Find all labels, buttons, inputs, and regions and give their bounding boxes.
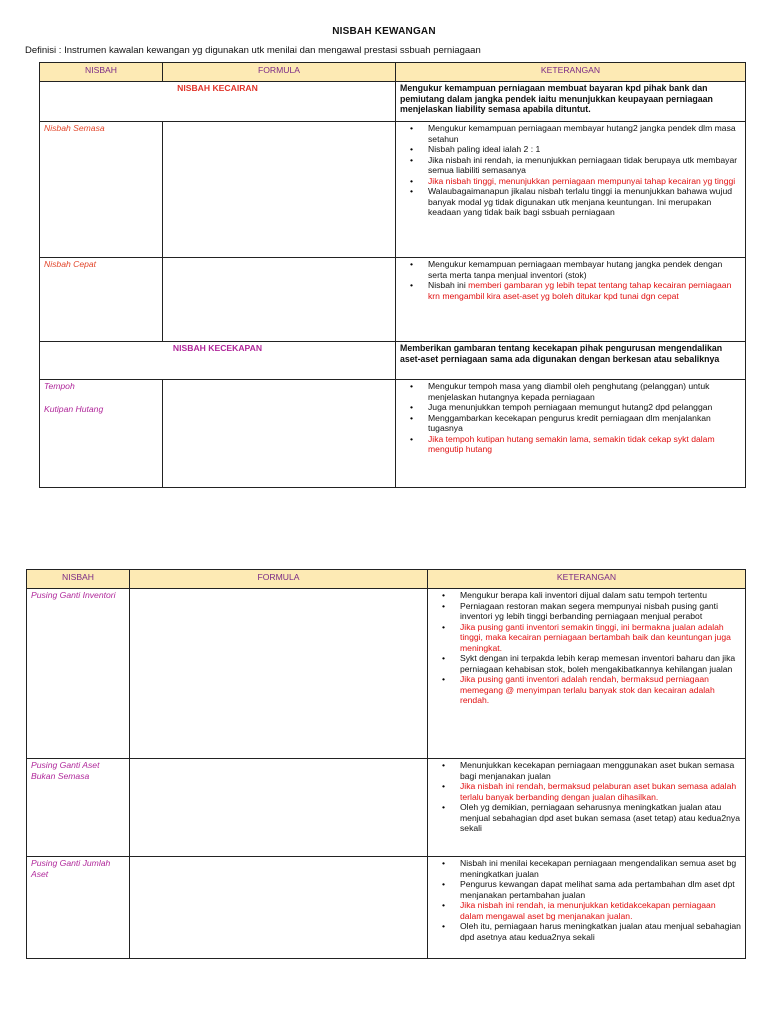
ratio-name-inventori: Pusing Ganti Inventori bbox=[31, 590, 116, 600]
list-item: • Jika pusing ganti inventori adalah rendah, bermaksud perniagaan memegang @ menyimpan terlalu banyak stok dan kecairan adalah rendah. bbox=[460, 674, 741, 706]
formula-cell bbox=[130, 589, 428, 759]
ratio-name-kutipan: Kutipan Hutang bbox=[44, 403, 104, 414]
formula-cell bbox=[130, 759, 428, 857]
list-item: • Menggambarkan kecekapan pengurus kredit perniagaan dlm menjalankan tugasnya bbox=[428, 413, 741, 434]
table-row bbox=[40, 122, 746, 258]
list-item bbox=[428, 280, 741, 301]
header-nisbah: NISBAH bbox=[40, 63, 163, 82]
ratio-table-2 bbox=[26, 569, 746, 959]
list-item: • Oleh yg demikian, perniagaan seharusnya meningkatkan jualan atau menjual sebahagian dpd aset bukan semasa (aset tetap) atau kedua2nya sekali bbox=[460, 802, 741, 834]
table-header-row bbox=[27, 570, 746, 589]
table-row bbox=[27, 857, 746, 959]
section-desc-kecekapan: Memberikan gambaran tentang kecekapan pihak pengurusan mengendalikan aset-aset perniagaan sama ada digunakan dengan berkesan atau sebaliknya bbox=[400, 343, 723, 364]
ratio-name-cepat: Nisbah Cepat bbox=[44, 259, 97, 269]
formula-cell bbox=[163, 380, 396, 488]
header-nisbah: NISBAH bbox=[27, 570, 130, 589]
list-item: • Oleh itu, perniagaan harus meningkatkan jualan atau menjual sebahagian dpd asetnya atau kedua2nya sekali bbox=[460, 921, 741, 942]
header-formula: FORMULA bbox=[130, 570, 428, 589]
bullet-list bbox=[400, 123, 741, 218]
list-item: • Jika nisbah ini rendah, bermaksud pelaburan aset bukan semasa adalah terlalu banyak berbanding dengan jualan dihasilkan. bbox=[460, 781, 741, 802]
section-row-kecekapan bbox=[40, 342, 746, 380]
section-desc-cell bbox=[396, 342, 746, 380]
bullet-list bbox=[432, 760, 741, 834]
bullet-red-text: memberi gambaran yg lebih tepat tentang tahap kecairan perniagaan krn mengambil kira aset-aset yg boleh ditukar kpd tunai dgn cepat bbox=[428, 280, 732, 301]
keterangan-cell bbox=[428, 857, 746, 959]
list-item: • Jika tempoh kutipan hutang semakin lama, semakin tidak cekap sykt dalam mengutip hutang bbox=[428, 434, 741, 455]
bullet-list bbox=[400, 381, 741, 455]
list-item: • Jika nisbah ini rendah, ia menunjukkan ketidakcekapan perniagaan dalam mengawal aset bg menjanakan jualan. bbox=[460, 900, 741, 921]
list-item: • Nisbah ini menilai kecekapan perniagaan mengendalikan semua aset bg meningkatkan jualan bbox=[460, 858, 741, 879]
section-cell bbox=[40, 82, 396, 122]
list-item: • Mengukur kemampuan perniagaan membayar hutang2 jangka pendek dlm masa setahun bbox=[428, 123, 741, 144]
table-row bbox=[27, 759, 746, 857]
section-cell bbox=[40, 342, 396, 380]
nisbah-cell bbox=[27, 759, 130, 857]
bullet-prefix: Nisbah ini bbox=[428, 280, 469, 290]
table-row bbox=[27, 589, 746, 759]
nisbah-cell bbox=[27, 857, 130, 959]
table-row bbox=[40, 258, 746, 342]
bullet-list bbox=[432, 858, 741, 942]
section-row-kecairan bbox=[40, 82, 746, 122]
header-formula: FORMULA bbox=[163, 63, 396, 82]
bullet-list bbox=[400, 259, 741, 301]
table-header-row bbox=[40, 63, 746, 82]
list-item: • Walaubagaimanapun jikalau nisbah terlalu tinggi ia menunjukkan bahawa wujud banyak modal yg tidak digunakan utk menjana keuntungan. Ini merupakan keadaan yang tidak baik bagi ssbuah perniagaan bbox=[428, 186, 741, 218]
formula-cell bbox=[163, 258, 396, 342]
formula-cell bbox=[130, 857, 428, 959]
section-desc-kecairan: Mengukur kemampuan perniagaan membuat bayaran kpd pihak bank dan pemiutang dalam jangka pendek iaitu menunjukkan keupayaan perniagaan menjelaskan liability semasa apabila dituntut. bbox=[400, 83, 713, 114]
ratio-name-jumlah-aset: Pusing Ganti Jumlah Aset bbox=[31, 858, 111, 879]
list-item: • Mengukur tempoh masa yang diambil oleh penghutang (pelanggan) untuk menjelaskan hutangnya kepada perniagaan bbox=[428, 381, 741, 402]
nisbah-cell bbox=[40, 258, 163, 342]
ratio-table-1 bbox=[39, 62, 746, 488]
formula-cell bbox=[163, 122, 396, 258]
bullet-list bbox=[432, 590, 741, 706]
keterangan-cell bbox=[396, 122, 746, 258]
page-title: NISBAH KEWANGAN bbox=[332, 26, 436, 37]
nisbah-cell bbox=[40, 122, 163, 258]
header-keterangan: KETERANGAN bbox=[428, 570, 746, 589]
section-label-kecekapan: NISBAH KECEKAPAN bbox=[172, 343, 263, 353]
table-row bbox=[40, 380, 746, 488]
list-item: • Mengukur kemampuan perniagaan membayar hutang jangka pendek dengan serta merta tanpa menjual inventori (stok) bbox=[428, 259, 741, 280]
list-item: • Sykt dengan ini terpakda lebih kerap memesan inventori baharu dan jika perniagaan kehabisan stok, boleh mengakibatkannya kehilangan jualan bbox=[460, 653, 741, 674]
nisbah-cell bbox=[40, 380, 163, 488]
keterangan-cell bbox=[428, 589, 746, 759]
section-desc-cell bbox=[396, 82, 746, 122]
list-item: • Jika nisbah ini rendah, ia menunjukkan perniagaan tidak berupaya utk membayar semua liabiliti semasanya bbox=[428, 155, 741, 176]
list-item: • Mengukur berapa kali inventori dijual dalam satu tempoh tertentu bbox=[460, 590, 741, 601]
keterangan-cell bbox=[396, 258, 746, 342]
ratio-name-aset-bukan-semasa: Pusing Ganti Aset Bukan Semasa bbox=[31, 760, 100, 781]
nisbah-cell bbox=[27, 589, 130, 759]
ratio-name-tempoh: Tempoh bbox=[44, 381, 75, 391]
definition-text: Definisi : Instrumen kawalan kewangan yg digunakan utk menilai dan mengawal prestasi ssbuah perniagaan bbox=[25, 45, 481, 56]
ratio-name-semasa: Nisbah Semasa bbox=[44, 123, 105, 133]
keterangan-cell bbox=[428, 759, 746, 857]
list-item: • Pengurus kewangan dapat melihat sama ada pertambahan dlm aset dpt menjanakan pertambahan jualan bbox=[460, 879, 741, 900]
list-item: • Jika pusing ganti inventori semakin tinggi, ini bermakna jualan adalah tinggi, maka kecairan perniagaan bertambah baik dan keuntungan juga meningkat. bbox=[460, 622, 741, 654]
section-label-kecairan: NISBAH KECAIRAN bbox=[177, 83, 258, 93]
list-item: • Juga menunjukkan tempoh perniagaan memungut hutang2 dpd pelanggan bbox=[428, 402, 741, 413]
header-keterangan: KETERANGAN bbox=[396, 63, 746, 82]
list-item: • Menunjukkan kecekapan perniagaan menggunakan aset bukan semasa bagi menjanakan jualan bbox=[460, 760, 741, 781]
keterangan-cell bbox=[396, 380, 746, 488]
list-item: • Perniagaan restoran makan segera mempunyai nisbah pusing ganti inventori yg lebih tinggi berbanding perniagaan menjual perabot bbox=[460, 601, 741, 622]
list-item: • Nisbah paling ideal ialah 2 : 1 bbox=[428, 144, 741, 155]
list-item: • Jika nisbah tinggi, menunjukkan perniagaan mempunyai tahap kecairan yg tinggi bbox=[428, 176, 741, 187]
